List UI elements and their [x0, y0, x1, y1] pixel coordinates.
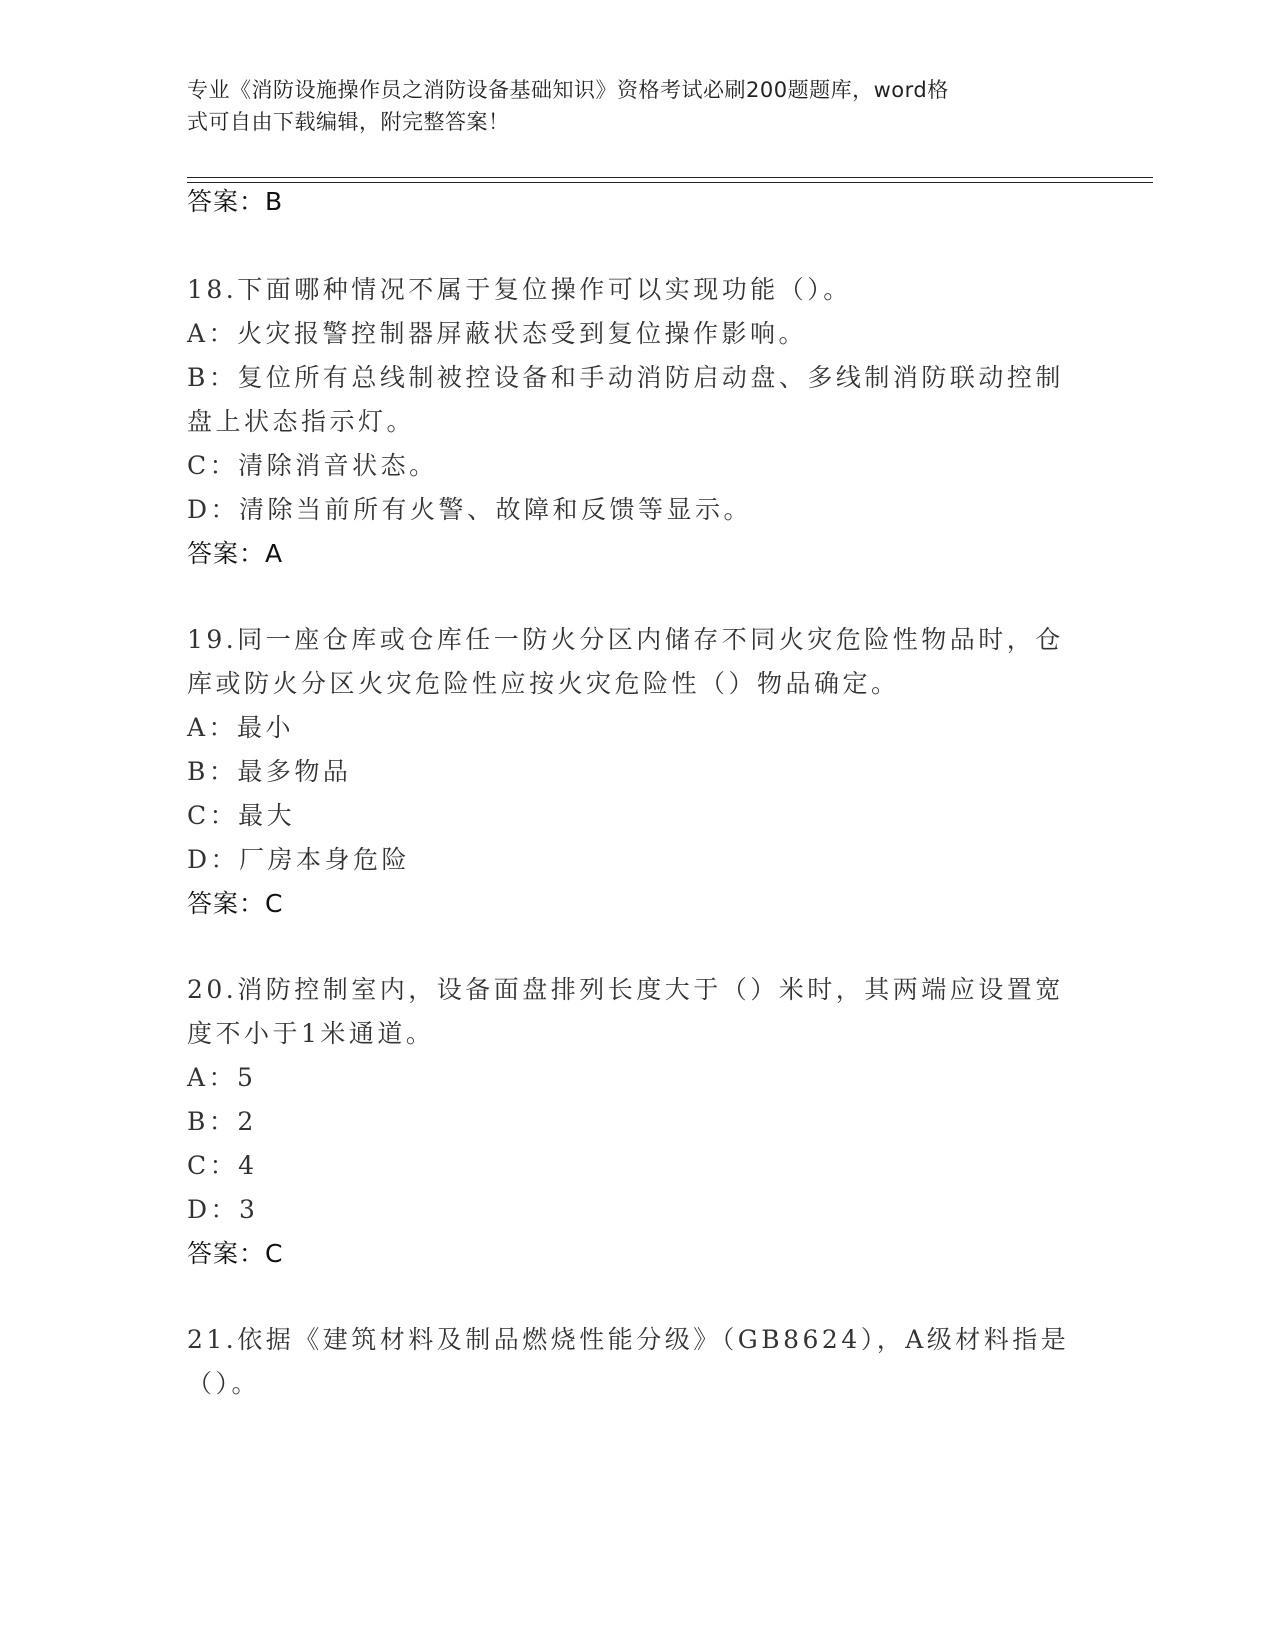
- question-20-option-a: A：5: [187, 1063, 257, 1092]
- question-19-option-b: B：最多物品: [187, 757, 352, 786]
- document-header: [187, 74, 1067, 138]
- question-20-option-c: C：4: [187, 1151, 258, 1180]
- header-line-2: 式可自由下载编辑，附完整答案！: [187, 110, 510, 134]
- question-20-option-d: D：3: [187, 1195, 259, 1224]
- question-21-stem-line-1: 21.依据《建筑材料及制品燃烧性能分级》（GB8624），A级材料指是: [187, 1325, 1070, 1354]
- question-20-stem-line-2: 度不小于1米通道。: [187, 1019, 435, 1048]
- question-18-option-b-line-1: B：复位所有总线制被控设备和手动消防启动盘、多线制消防联动控制: [187, 363, 1064, 392]
- question-19-option-c: C：最大: [187, 801, 296, 830]
- question-20-option-b: B：2: [187, 1107, 257, 1136]
- question-20-stem-line-1: 20.消防控制室内，设备面盘排列长度大于（）米时，其两端应设置宽: [187, 975, 1064, 1004]
- question-19-stem-line-1: 19.同一座仓库或仓库任一防火分区内储存不同火灾危险性物品时，仓: [187, 625, 1064, 654]
- header-divider-top: [187, 177, 1153, 178]
- header-divider-bottom: [187, 182, 1153, 183]
- question-18-option-d: D：清除当前所有火警、故障和反馈等显示。: [187, 495, 753, 524]
- previous-answer: 答案：B: [187, 187, 284, 216]
- question-20-answer: 答案：C: [187, 1239, 284, 1268]
- question-18-stem: 18.下面哪种情况不属于复位操作可以实现功能（）。: [187, 275, 852, 304]
- question-19-option-d: D：厂房本身危险: [187, 845, 411, 874]
- question-19-option-a: A：最小: [187, 713, 295, 742]
- question-18-option-b-line-2: 盘上状态指示灯。: [187, 407, 416, 436]
- question-19-stem-line-2: 库或防火分区火灾危险性应按火灾危险性（）物品确定。: [187, 669, 900, 698]
- header-line-1: 专业《消防设施操作员之消防设备基础知识》资格考试必刷200题题库，word格: [187, 78, 949, 102]
- question-18-option-a: A：火灾报警控制器屏蔽状态受到复位操作影响。: [187, 319, 808, 348]
- question-18-option-c: C：清除消音状态。: [187, 451, 438, 480]
- question-19-answer: 答案：C: [187, 889, 284, 918]
- question-18-answer: 答案：A: [187, 539, 284, 568]
- question-21-stem-line-2: （）。: [187, 1369, 261, 1398]
